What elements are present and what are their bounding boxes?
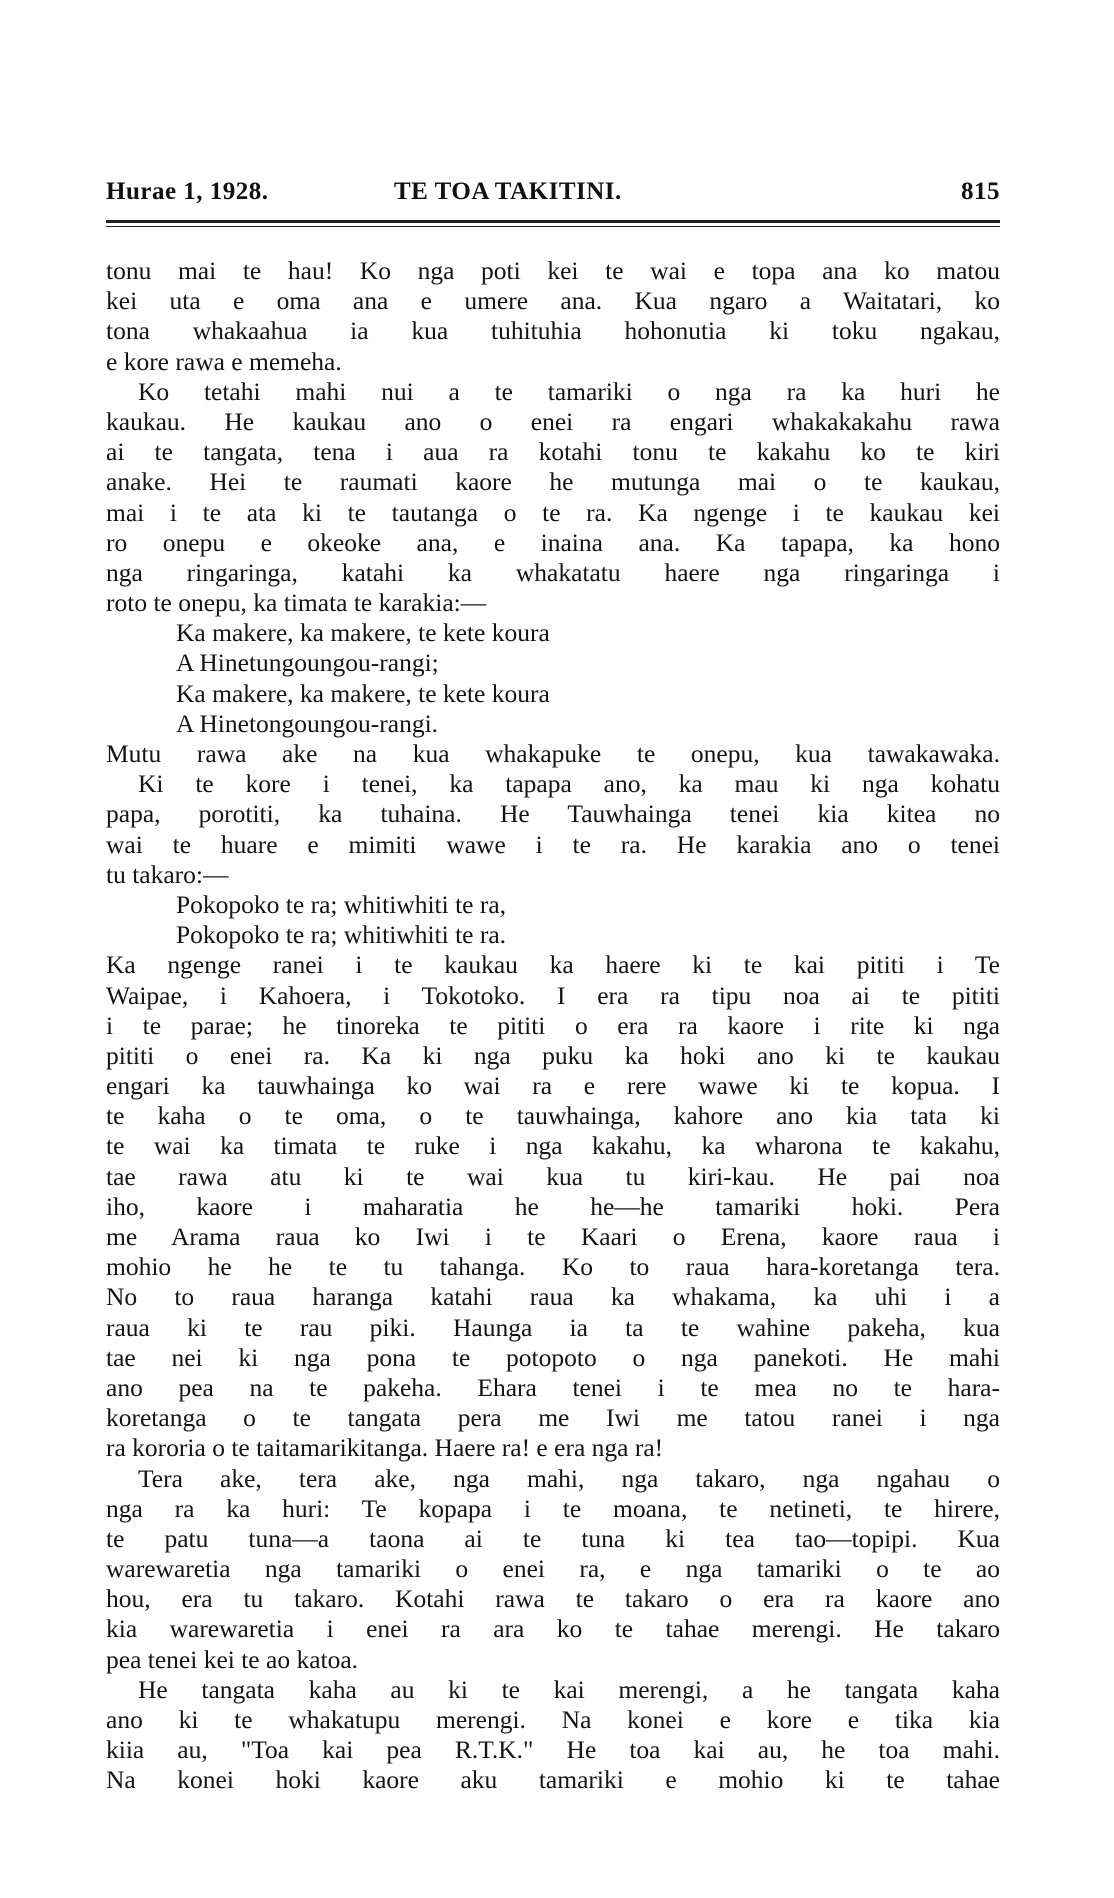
text-line: ai te tangata, tena i aua ra kotahi tonu te kakahu ko te kiri <box>106 437 1000 467</box>
text-line: Waipae, i Kahoera, i Tokotoko. I era ra tipu noa ai te pititi <box>106 980 1000 1010</box>
text-line: ra kororia o te taitamarikitanga. Haere ra! e era nga ra! <box>106 1433 664 1463</box>
running-header <box>106 178 1000 218</box>
verse-line: Ka makere, ka makere, te kete koura <box>176 678 550 708</box>
verse-line: Ka makere, ka makere, te kete koura <box>176 618 550 648</box>
text-line: te patu tuna—a taona ai te tuna ki tea tao—topipi. Kua <box>106 1523 1000 1553</box>
text-line: He tangata kaha au ki te kai merengi, a he tangata kaha <box>138 1674 1000 1704</box>
verse-line: A Hinetungoungou-rangi; <box>176 648 439 678</box>
text-line: mai i te ata ki te tautanga o te ra. Ka ngenge i te kaukau kei <box>106 497 1000 527</box>
text-line: hou, era tu takaro. Kotahi rawa te takaro o era ra kaore ano <box>106 1584 1000 1614</box>
text-line: tona whakaahua ia kua tuhituhia hohonutia ki toku ngakau, <box>106 316 1000 346</box>
text-line: raua ki te rau piki. Haunga ia ta te wahine pakeha, kua <box>106 1312 1000 1342</box>
text-line: mohio he he te tu tahanga. Ko to raua hara-koretanga tera. <box>106 1252 1000 1282</box>
text-line: Ko tetahi mahi nui a te tamariki o nga ra ka huri he <box>138 376 1000 406</box>
text-line: pea tenei kei te ao katoa. <box>106 1644 359 1674</box>
article-body <box>106 256 1000 1796</box>
text-line: roto te onepu, ka timata te karakia:— <box>106 588 487 618</box>
text-line: tu takaro:— <box>106 859 229 889</box>
text-line: papa, porotiti, ka tuhaina. He Tauwhainga tenei kia kitea no <box>106 799 1000 829</box>
text-line: iho, kaore i maharatia he he—he tamariki hoki. Pera <box>106 1191 1000 1221</box>
header-rule-thin <box>106 226 1000 227</box>
text-line: tae rawa atu ki te wai kua tu kiri-kau. He pai noa <box>106 1161 1000 1191</box>
text-line: kia warewaretia i enei ra ara ko te tahae merengi. He takaro <box>106 1614 1000 1644</box>
text-line: Ki te kore i tenei, ka tapapa ano, ka mau ki nga kohatu <box>138 769 1000 799</box>
text-line: kei uta e oma ana e umere ana. Kua ngaro a Waitatari, ko <box>106 286 1000 316</box>
text-line: No to raua haranga katahi raua ka whakama, ka uhi i a <box>106 1282 1000 1312</box>
text-line: ro onepu e okeoke ana, e inaina ana. Ka tapapa, ka hono <box>106 527 1000 557</box>
verse-line: A Hinetongoungou-rangi. <box>176 708 439 738</box>
text-line: tae nei ki nga pona te potopoto o nga panekoti. He mahi <box>106 1342 1000 1372</box>
text-line: ano ki te whakatupu merengi. Na konei e kore e tika kia <box>106 1705 1000 1734</box>
verse-line: Pokopoko te ra; whitiwhiti te ra, <box>176 889 507 919</box>
text-line: Tera ake, tera ake, nga mahi, nga takaro, nga ngahau o <box>138 1463 1000 1493</box>
text-line: me Arama raua ko Iwi i te Kaari o Erena, kaore raua i <box>106 1222 1000 1251</box>
text-line: te kaha o te oma, o te tauwhainga, kahore ano kia tata ki <box>106 1101 1000 1131</box>
header-rule-thick <box>106 220 1000 223</box>
text-line: tonu mai te hau! Ko nga poti kei te wai e topa ana ko matou <box>106 256 1000 285</box>
text-line: pititi o enei ra. Ka ki nga puku ka hoki ano ki te kaukau <box>106 1040 1000 1070</box>
text-line: anake. Hei te raumati kaore he mutunga mai o te kaukau, <box>106 467 1000 497</box>
text-line: Ka ngenge ranei i te kaukau ka haere ki te kai pititi i Te <box>106 950 1000 980</box>
text-line: nga ra ka huri: Te kopapa i te moana, te netineti, te hirere, <box>106 1493 1000 1523</box>
text-line: i te parae; he tinoreka te pititi o era ra kaore i rite ki nga <box>106 1010 1000 1040</box>
header-title: TE TOA TAKITINI. <box>394 178 622 205</box>
text-line: koretanga o te tangata pera me Iwi me tatou ranei i nga <box>106 1403 1000 1433</box>
text-line: ano pea na te pakeha. Ehara tenei i te mea no te hara- <box>106 1372 1000 1402</box>
text-line: kaukau. He kaukau ano o enei ra engari whakakakahu rawa <box>106 406 1000 436</box>
text-line: Mutu rawa ake na kua whakapuke te onepu, kua tawakawaka. <box>106 739 1000 768</box>
header-date: Hurae 1, 1928. <box>106 178 269 205</box>
text-line: kiia au, "Toa kai pea R.T.K." He toa kai au, he toa mahi. <box>106 1735 1000 1765</box>
text-line: engari ka tauwhainga ko wai ra e rere wawe ki te kopua. I <box>106 1071 1000 1101</box>
text-line: wai te huare e mimiti wawe i te ra. He karakia ano o tenei <box>106 829 1000 859</box>
text-line: te wai ka timata te ruke i nga kakahu, ka wharona te kakahu, <box>106 1131 1000 1161</box>
verse-line: Pokopoko te ra; whitiwhiti te ra. <box>176 920 507 950</box>
text-line: e kore rawa e memeha. <box>106 346 342 376</box>
text-line: Na konei hoki kaore aku tamariki e mohio ki te tahae <box>106 1765 1000 1795</box>
text-line: nga ringaringa, katahi ka whakatatu haere nga ringaringa i <box>106 557 1000 587</box>
text-line: warewaretia nga tamariki o enei ra, e nga tamariki o te ao <box>106 1554 1000 1584</box>
page-number: 815 <box>961 178 1000 205</box>
